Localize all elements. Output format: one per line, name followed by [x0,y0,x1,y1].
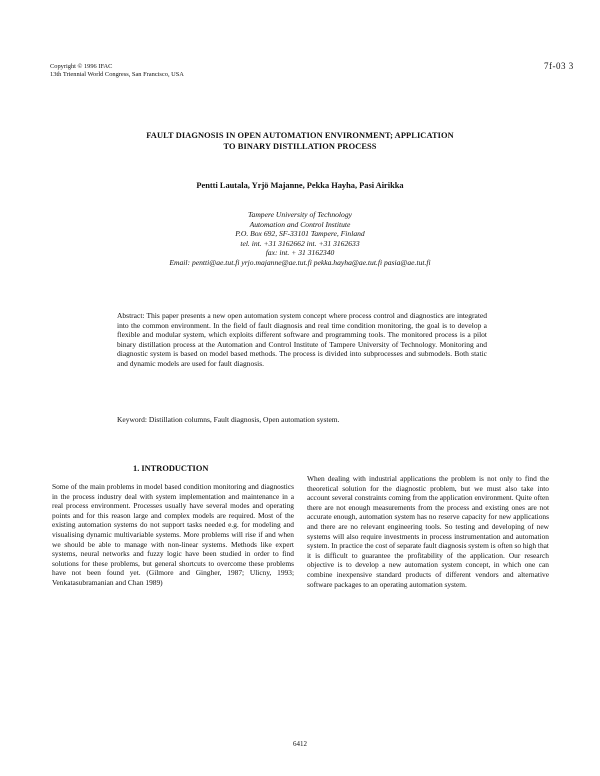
page-number: 6412 [293,740,307,748]
abstract-paragraph: Abstract: This paper presents a new open automation system concept where process control and diagnostics are integrated into the common environment. In the field of fault diagnosis and real time condition monitoring, the goal is to develop a flexible and modular system, which exploits different software and programming tools. The monitored process is a pilot binary distillation process at the Automation and Control Institute of Tampere University of Technology. Monitoring and diagnostic system is based on model based methods. The process is divided into subprocesses and submodels. Both static and dynamic models are used for fault diagnosis. [117,311,487,368]
title-line-1: FAULT DIAGNOSIS IN OPEN AUTOMATION ENVIRONMENT; APPLICATION [146,131,454,140]
affiliation-address: P.O. Box 692, SF-33101 Tampere, Finland [235,229,365,239]
affiliation-phone: tel. int. +31 3162662 int. +31 3162633 [240,238,360,248]
section-heading-introduction: 1. INTRODUCTION [133,464,209,473]
intro-left-column: Some of the main problems in model based condition monitoring and diagnostics in the process industry deal with system implementation and maintenance in a real process environment. Processes usually have several modes and operating points and for this reason large and complex models are required. Most of the existing automation systems do not support tasks needed e.g. for modeling and visualising dynamic multivariable systems. More problems will rise if and when we should be able to manage with non-linear systems. Methods like expert systems, neural networks and fuzzy logic have been studied in order to find solutions for these problems, but general shortcuts to overcome these problems have not been found yet. (Gilmore and Gingher, 1987; Ulicny, 1993; Venkatasubramanian and Chan 1989) [52,482,294,587]
keywords-line: Keyword: Distillation columns, Fault diagnosis, Open automation system. [117,415,340,424]
affiliation-institute: Automation and Control Institute [249,219,351,229]
copyright-notice [50,63,250,79]
paper-title [0,130,600,152]
paper-code: 7f-03 3 [544,61,574,71]
author-list: Pentti Lautala, Yrjö Majanne, Pekka Hayha, Pasi Airikka [196,181,404,190]
copyright-line-2: 13th Triennial World Congress, San Francisco, USA [50,71,184,78]
title-line-2: TO BINARY DISTILLATION PROCESS [223,142,377,151]
affiliation-university: Tampere University of Technology [248,210,352,219]
affiliation-fax: fax: int. + 31 3162340 [265,248,335,258]
intro-right-column: When dealing with industrial applications the problem is not only to find the theoretical solution for the diagnostic problem, but we must also take into account several constraints coming from the application environment. Quite often there are not enough measurements from the process and existing ones are not accurate enough, automation system has no reserve capacity for new applications and there are no relevant engineering tools. So testing and developing of new systems will also require investments in process instrumentation and automation system. In practice the cost of separate fault diagnosis system is often so high that it is difficult to guarantee the profitability of the application. Our research objective is to develop a new automation system concept, in which one can combine inexpensive standard products of different vendors and alternative software packages to an operating automation system. [307,474,549,589]
affiliation-block [0,210,600,268]
copyright-line-1: Copyright © 1996 IFAC [50,63,113,70]
affiliation-email: Email: pentti@ae.tut.fi yrjo.majanne@ae.tut.fi pekka.hayha@ae.tut.fi pasia@ae.tut.fi [169,257,431,267]
